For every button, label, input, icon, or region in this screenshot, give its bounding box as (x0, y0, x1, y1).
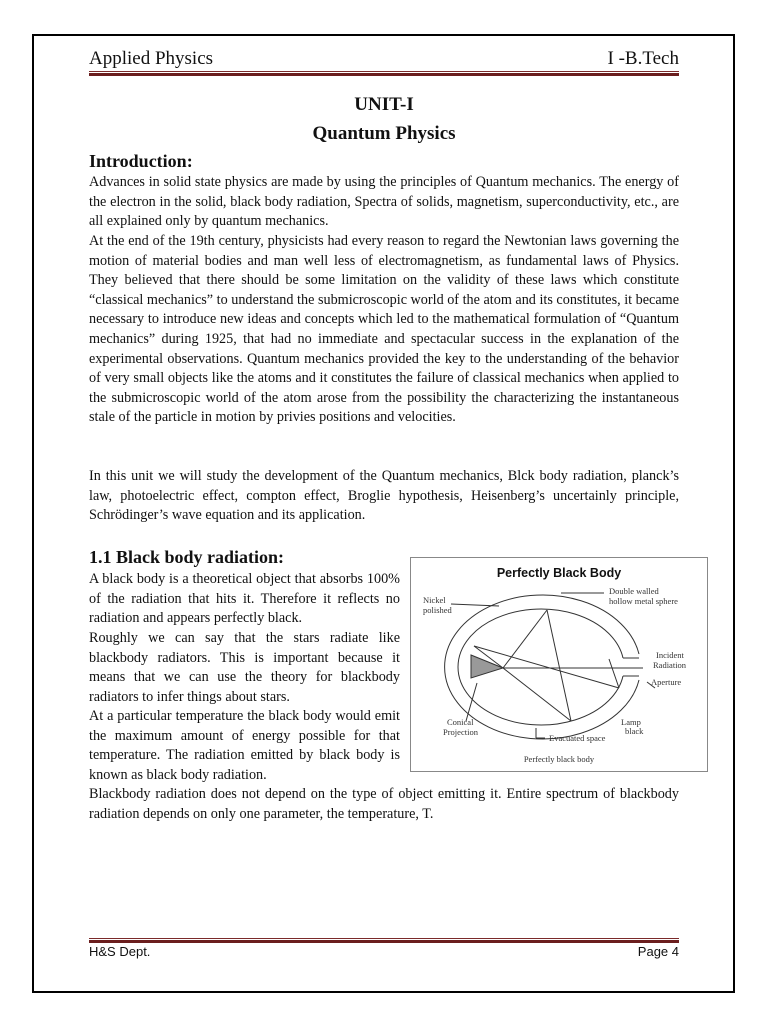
intro-paragraph-1: Advances in solid state physics are made by using the principles of Quantum mechanics. The energy of the electron in the solid, black body radiation, Spectra of solids, magnetism, superconductivity, etc., are all explained only by quantum mechanics. (89, 174, 679, 230)
section-paragraph-4: Blackbody radiation does not depend on the type of object emitting it. Entire spectrum of blackbody radiation depends on only one parameter, the temperature, T. (89, 786, 679, 822)
label-black: black (625, 726, 644, 736)
intro-paragraph-3: In this unit we will study the development of the Quantum mechanics, Blck body radiation, planck’s law, photoelectric effect, compton effect, Broglie hypothesis, Heisenberg’s uncertainly principle, Schrödinger’s wave equation and its application. (89, 468, 679, 524)
footer-department: H&S Dept. (89, 944, 151, 959)
section-paragraph-2: Roughly we can say that the stars radiate like blackbody radiators. This is important because it means that we can use the theory for blackbody radiators to infer things about stars. (89, 630, 400, 705)
figure-caption: Perfectly black body (523, 754, 595, 764)
intro-paragraph-2: At the end of the 19th century, physicists had every reason to regard the Newtonian laws governing the motion of material bodies and man well less of electromagnetism, as fundamental laws of Physics. They believed that there should be some limitation on the validity of these laws which constitute “classical mechanics” to understand the submicroscopic world of the atom and its constitutes, it became necessary to introduce new ideas and concepts which led to the mathematical formulation of “Quantum mechanics” during 1925, that had no immediate and spectacular success in the explanation of the experimental observations. Quantum mechanics provided the key to the understanding of the behavior of very small objects like the atoms and it constitutes the failure of classical mechanics when applied to the submicroscopic world of the atom arose from the possibility the characterizing the instantaneous stale of the particle in motion by privies positions and velocities. (89, 233, 679, 426)
label-hollow-sphere: hollow metal sphere (609, 596, 678, 606)
black-body-figure (410, 557, 708, 772)
figure-title: Perfectly Black Body (496, 566, 622, 580)
subject-title: Quantum Physics (312, 123, 456, 144)
footer-rule (89, 938, 679, 943)
label-polished: polished (423, 605, 452, 615)
label-lamp: Lamp (621, 717, 641, 727)
label-projection: Projection (443, 727, 478, 737)
label-evacuated-space: Evacuated space (549, 733, 606, 743)
page-footer (89, 944, 679, 959)
section-paragraph-1: A black body is a theoretical object that absorbs 100% of the radiation that hits it. Therefore it reflects no radiation and appears perfectly black. (89, 571, 400, 627)
label-aperture: Aperture (651, 677, 682, 687)
page-number: Page 4 (637, 944, 679, 959)
label-radiation: Radiation (653, 660, 687, 670)
header-rule (89, 71, 679, 76)
introduction-heading: Introduction: (89, 151, 193, 171)
section-paragraph-3: At a particular temperature the black body would emit the maximum amount of energy possible for that temperature. The radiation emitted by black body is known as black body radiation. (89, 708, 400, 783)
section-heading: 1.1 Black body radiation: (89, 547, 285, 567)
label-incident: Incident (656, 650, 684, 660)
label-nickel: Nickel (423, 595, 446, 605)
header-course: Applied Physics (89, 48, 214, 69)
page-header (89, 48, 679, 70)
label-double-walled: Double walled (609, 586, 659, 596)
header-class: I -B.Tech (607, 48, 679, 69)
unit-title: UNIT-I (354, 94, 414, 115)
label-conical: Conical (447, 717, 474, 727)
